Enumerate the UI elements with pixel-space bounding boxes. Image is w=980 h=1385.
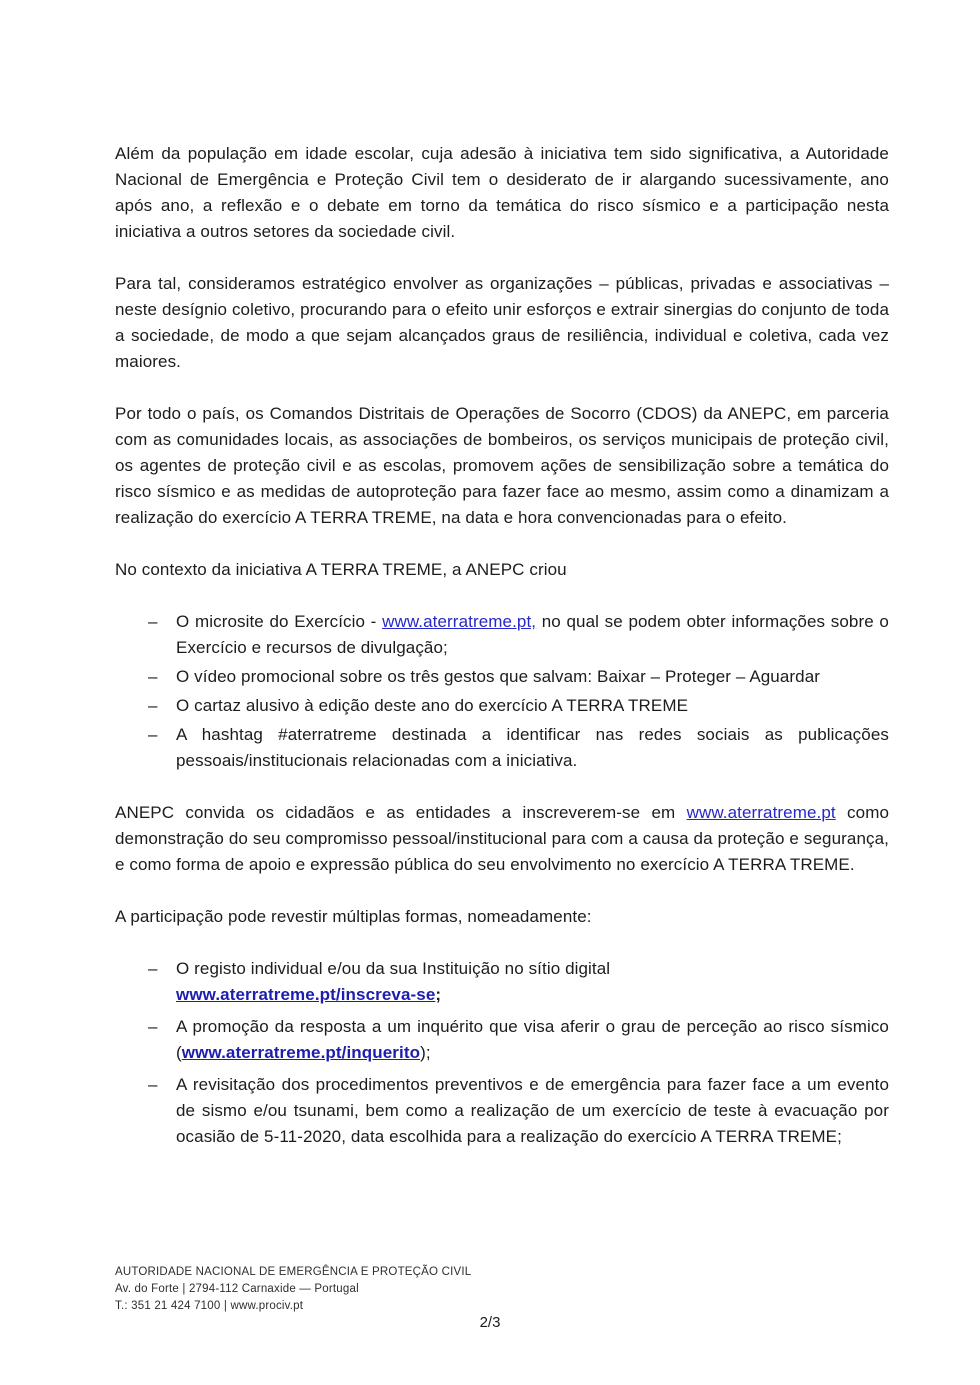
paragraph-invitation bbox=[115, 800, 889, 878]
list-item-registo bbox=[115, 956, 889, 1008]
list-item-inquerito bbox=[115, 1014, 889, 1066]
bullet-dash: – bbox=[148, 725, 158, 744]
list-item-text: O cartaz alusivo à edição deste ano do exercício A TERRA TREME bbox=[176, 696, 689, 715]
list-item-text: O registo individual e/ou da sua Instituição no sítio digital bbox=[176, 959, 611, 978]
bullet-dash: – bbox=[148, 959, 158, 978]
paragraph-cdos bbox=[115, 401, 889, 531]
list-item-text: O microsite do Exercício - bbox=[176, 612, 383, 631]
list-item-video bbox=[115, 664, 889, 690]
paragraph-text: como demonstração do seu compromisso pessoal/institucional para com a causa da proteção e segurança, e como forma de apoio e expressão pública do seu envolvimento no exercício A TERRA TREME. bbox=[115, 803, 890, 874]
footer-contacts: T.: 351 21 424 7100 | www.prociv.pt bbox=[115, 1300, 304, 1312]
list-item-text: A revisitação dos procedimentos preventivos e de emergência para fazer face a um evento de sismo e/ou tsunami, bem como a realização de um exercício de teste à evacuação por ocasião de 5-11-2020, data escolhida para a realização do exercício A TERRA TREME; bbox=[176, 1075, 889, 1146]
list-item-text: A promoção da resposta a um inquérito que visa aferir o grau de perceção ao risco sísmico ( bbox=[176, 1017, 889, 1062]
bullet-dash: – bbox=[148, 1075, 158, 1094]
list-item-microsite bbox=[115, 609, 889, 661]
list-item-text: ; bbox=[435, 985, 442, 1004]
paragraph-text: Por todo o país, os Comandos Distritais de Operações de Socorro (CDOS) da ANEPC, em parceria com as comunidades locais, as associações de bombeiros, os serviços municipais de proteção civil, os agentes de proteção civil e as escolas, promovem ações de sensibilização sobre a temática do risco sísmico e as medidas de autoproteção para fazer face ao mesmo, assim como a dinamizam a realização do exercício A TERRA TREME, na data e hora convencionadas para o efeito. bbox=[115, 404, 889, 527]
document-body bbox=[115, 141, 889, 1176]
paragraph-text: ANEPC convida os cidadãos e as entidades a inscreverem-se em bbox=[115, 803, 687, 822]
list-item-revisitacao bbox=[115, 1072, 889, 1150]
bullet-dash: – bbox=[148, 696, 158, 715]
bullet-list-participation-forms bbox=[115, 956, 889, 1150]
bullet-dash: – bbox=[148, 612, 158, 631]
link-aterratreme-microsite[interactable]: www.aterratreme.pt, bbox=[382, 612, 537, 631]
footer-org-name: AUTORIDADE NACIONAL DE EMERGÊNCIA E PROTEÇÃO CIVIL bbox=[115, 1266, 472, 1278]
list-item-hashtag bbox=[115, 722, 889, 774]
paragraph-text: No contexto da iniciativa A TERRA TREME, a ANEPC criou bbox=[115, 560, 567, 579]
bullet-list-resources bbox=[115, 609, 889, 774]
link-inscreva-se[interactable]: www.aterratreme.pt/inscreva-se bbox=[176, 985, 436, 1004]
link-aterratreme-inscricao[interactable]: www.aterratreme.pt bbox=[686, 803, 836, 822]
list-item-text: A hashtag #aterratreme destinada a identificar nas redes sociais as publicações pessoais/institucionais relacionadas com a iniciativa. bbox=[176, 725, 889, 770]
paragraph-strategy bbox=[115, 271, 889, 375]
list-item-text: no qual se podem obter informações sobre o Exercício e recursos de divulgação; bbox=[176, 612, 889, 657]
list-item-text: O vídeo promocional sobre os três gestos que salvam: Baixar – Proteger – Aguardar bbox=[176, 667, 821, 686]
paragraph-text: A participação pode revestir múltiplas formas, nomeadamente: bbox=[115, 907, 592, 926]
footer-address: Av. do Forte | 2794-112 Carnaxide — Portugal bbox=[115, 1283, 359, 1295]
page-number: 2/3 bbox=[479, 1314, 501, 1331]
page-footer bbox=[115, 1264, 471, 1315]
paragraph-participation bbox=[115, 904, 889, 930]
list-item-text: ); bbox=[420, 1043, 431, 1062]
paragraph-text: Além da população em idade escolar, cuja adesão à iniciativa tem sido significativa, a Autoridade Nacional de Emergência e Proteção Civil tem o desiderato de ir alargando sucessivamente, ano após ano, a reflexão e o debate em torno da temática do risco sísmico e a participação nesta iniciativa a outros setores da sociedade civil. bbox=[115, 144, 889, 241]
bullet-dash: – bbox=[148, 667, 158, 686]
paragraph-text: Para tal, consideramos estratégico envolver as organizações – públicas, privadas e associativas – neste desígnio coletivo, procurando para o efeito unir esforços e extrair sinergias do conjunto de toda a sociedade, de modo a que sejam alcançados graus de resiliência, individual e coletiva, cada vez maiores. bbox=[115, 274, 889, 371]
paragraph-intro bbox=[115, 141, 889, 245]
list-item-cartaz bbox=[115, 693, 889, 719]
bullet-dash: – bbox=[148, 1017, 158, 1036]
paragraph-context bbox=[115, 557, 889, 583]
link-inquerito[interactable]: www.aterratreme.pt/inquerito bbox=[181, 1043, 421, 1062]
